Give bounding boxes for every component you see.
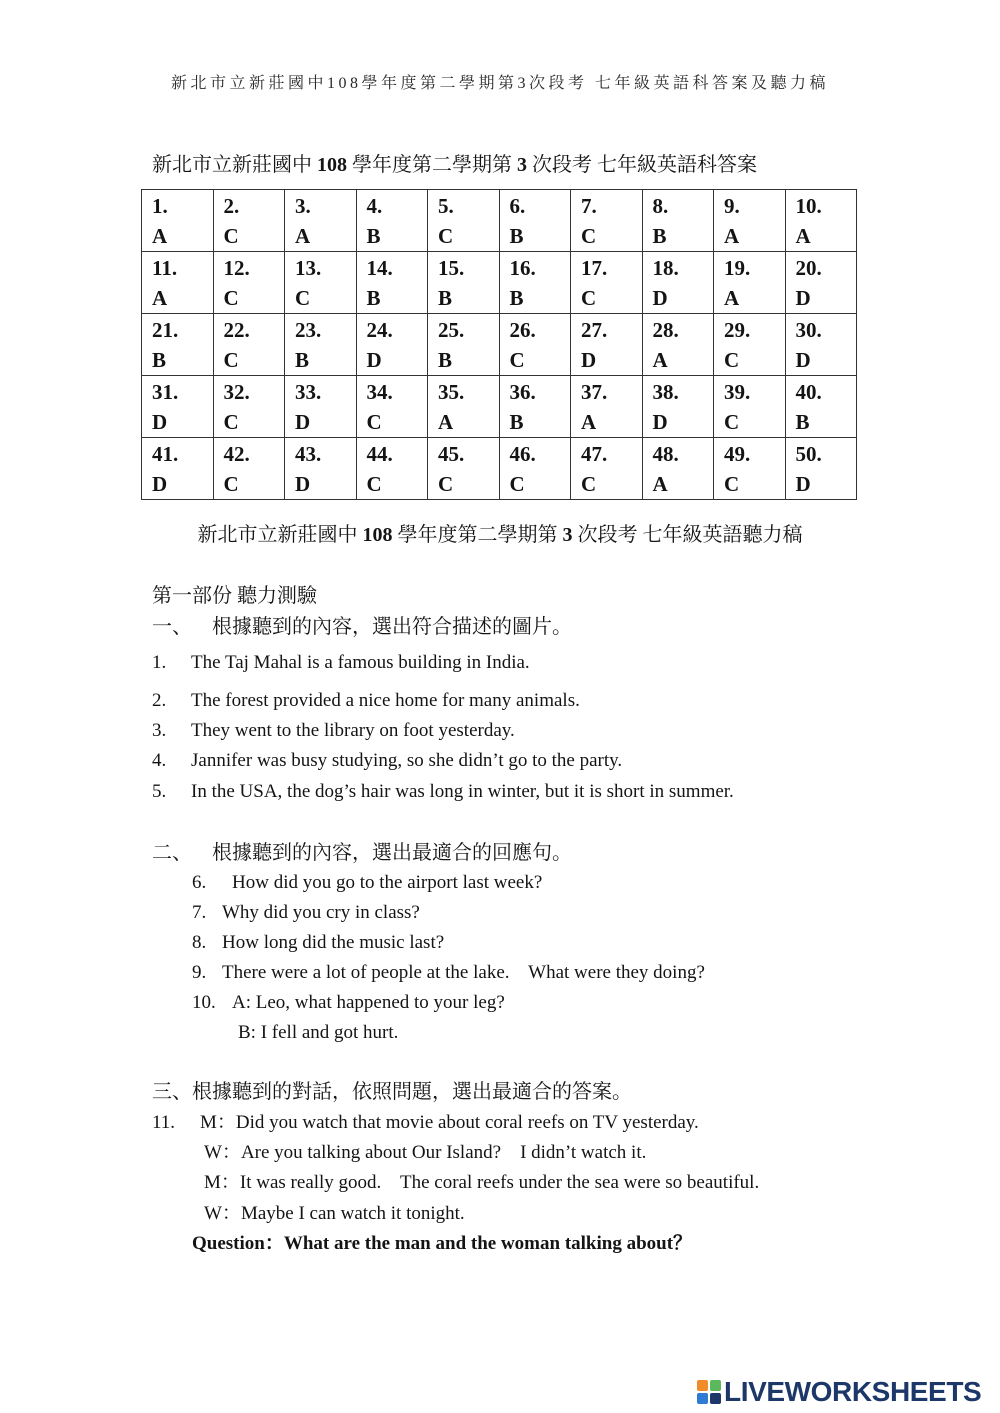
answer-letter: B [652, 224, 667, 248]
logo-block-icon [710, 1380, 721, 1391]
question-number: 10. [795, 194, 822, 218]
listening-item-10-reply [238, 1018, 398, 1048]
answer-cell [213, 376, 285, 438]
answer-letter: C [581, 286, 597, 310]
answer-letter: B [152, 348, 167, 372]
question-number: 50. [795, 442, 822, 466]
question-number: 5. [438, 194, 454, 218]
answer-cell [714, 438, 786, 500]
answer-row [142, 252, 857, 314]
answer-table-body [142, 190, 857, 500]
dialogue-line-4 [204, 1199, 465, 1229]
question-number: 48. [652, 442, 679, 466]
question-line [192, 1229, 692, 1259]
speaker: M： [204, 1172, 240, 1193]
title-subject: 次段考 七年級英語聽力稿 [572, 524, 803, 546]
answer-cell [714, 376, 786, 438]
item-number: 9. [192, 962, 207, 983]
liveworksheets-logo [697, 1376, 981, 1408]
answer-letter: C [438, 224, 454, 248]
answer-row [142, 314, 857, 376]
answer-cell [213, 252, 285, 314]
question-number: 39. [724, 380, 751, 404]
logo-block-icon [697, 1393, 708, 1404]
answer-letter: C [581, 224, 597, 248]
question-number: 8. [652, 194, 669, 218]
answer-cell [213, 438, 285, 500]
answer-cell [642, 376, 714, 438]
answer-letter: D [295, 472, 311, 496]
answer-row [142, 190, 857, 252]
answer-letter: A [295, 224, 311, 248]
question-number: 29. [724, 318, 751, 342]
answer-cell [571, 252, 643, 314]
answer-letter: A [652, 348, 668, 372]
question-number: 34. [366, 380, 393, 404]
answer-cell [285, 314, 357, 376]
answer-letter: B [509, 286, 524, 310]
answer-cell [571, 190, 643, 252]
question-number: 40. [795, 380, 822, 404]
item-number: 10. [192, 992, 216, 1013]
question-number: 16. [509, 256, 536, 280]
question-number: 32. [223, 380, 250, 404]
listening-item-3 [152, 716, 515, 746]
answer-cell [142, 438, 214, 500]
section-marker: 一、 [152, 616, 192, 638]
answer-letter: C [223, 410, 239, 434]
question-number: 37. [581, 380, 608, 404]
question-number: 44. [366, 442, 393, 466]
section3-instruction [152, 1077, 632, 1107]
question-number: 28. [652, 318, 679, 342]
answer-letter: C [438, 472, 454, 496]
answer-letter: C [724, 410, 740, 434]
answer-key-title [152, 150, 757, 180]
answer-cell [285, 252, 357, 314]
answer-cell [571, 376, 643, 438]
answer-cell [571, 314, 643, 376]
question-number: 31. [152, 380, 179, 404]
answer-letter: A [152, 286, 168, 310]
answer-letter: C [223, 224, 239, 248]
answer-letter: B [366, 286, 381, 310]
answer-letter: D [152, 472, 168, 496]
question-number: 49. [724, 442, 751, 466]
dialogue-text: Did you watch that movie about coral reefs on TV yesterday. [235, 1112, 699, 1133]
dialogue-line-2 [204, 1138, 646, 1168]
answer-letter: C [366, 472, 382, 496]
listening-item-5 [152, 777, 734, 807]
page-header-text: 新北市立新莊國中108學年度第二學期第3次段考 七年級英語科答案及聽力稿 [170, 75, 829, 92]
answer-cell [642, 252, 714, 314]
answer-cell [285, 190, 357, 252]
logo-block-icon [710, 1393, 721, 1404]
answer-letter: B [295, 348, 310, 372]
speaker: W： [204, 1203, 241, 1224]
listening-item-9 [192, 958, 705, 988]
title-exam-number: 3 [517, 154, 527, 176]
answer-letter: C [223, 472, 239, 496]
question-number: 33. [295, 380, 322, 404]
question-number: 7. [581, 194, 597, 218]
answer-cell [714, 252, 786, 314]
dialogue-line-3 [204, 1168, 759, 1198]
answer-letter: D [581, 348, 597, 372]
answer-cell [428, 314, 500, 376]
answer-cell [785, 376, 857, 438]
section1-instruction [152, 612, 572, 642]
answer-letter: A [581, 410, 597, 434]
question-number: 2. [223, 194, 240, 218]
part-title-text: 第一部份 聽力測驗 [152, 585, 317, 607]
answer-letter: A [724, 286, 740, 310]
item-number: 4. [152, 750, 167, 771]
listening-item-10 [192, 988, 505, 1018]
question-number: 38. [652, 380, 679, 404]
question-number: 12. [223, 256, 250, 280]
question-number: 45. [438, 442, 465, 466]
title-year: 108 [317, 154, 347, 176]
answer-cell [642, 438, 714, 500]
question-number: 3. [295, 194, 311, 218]
item-text: Why did you cry in class? [222, 902, 420, 923]
answer-letter: B [366, 224, 381, 248]
question-number: 20. [795, 256, 822, 280]
question-number: 25. [438, 318, 465, 342]
answer-cell [785, 252, 857, 314]
section-instruction-text: 根據聽到的內容，選出符合描述的圖片。 [212, 616, 572, 638]
item-number: 6. [192, 872, 207, 893]
speaker: M： [200, 1112, 236, 1133]
logo-text: LIVEWORKSHEETS [724, 1376, 982, 1407]
item-text: There were a lot of people at the lake. What were they doing? [222, 962, 705, 983]
item-text: How long did the music last? [222, 932, 445, 953]
answer-cell [785, 190, 857, 252]
item-number: 2. [152, 690, 167, 711]
question-number: 13. [295, 256, 322, 280]
question-number: 11. [152, 256, 178, 280]
question-number: 14. [366, 256, 393, 280]
answer-cell [356, 376, 428, 438]
answer-letter: D [295, 410, 311, 434]
title-year: 108 [362, 524, 393, 546]
answer-letter: C [509, 348, 525, 372]
listening-item-7 [192, 898, 420, 928]
question-number: 42. [223, 442, 250, 466]
question-number: 43. [295, 442, 322, 466]
listening-script-title [0, 520, 1000, 550]
question-number: 22. [223, 318, 250, 342]
answer-letter: C [724, 348, 740, 372]
section-marker: 二、 [152, 842, 192, 864]
answer-letter: D [795, 348, 811, 372]
section-instruction-text: 根據聽到的內容，選出最適合的回應句。 [212, 842, 572, 864]
answer-cell [499, 438, 571, 500]
dialogue-text: Are you talking about Our Island? I didn’t watch it. [240, 1142, 647, 1163]
answer-cell [428, 190, 500, 252]
title-school: 新北市立新莊國中 [152, 154, 317, 176]
dialogue-line-b: B: I fell and got hurt. [238, 1022, 399, 1043]
answer-cell [285, 438, 357, 500]
answer-cell [428, 438, 500, 500]
answer-cell [142, 376, 214, 438]
answer-cell [642, 190, 714, 252]
question-number: 41. [152, 442, 179, 466]
answer-letter: C [223, 286, 239, 310]
item-number: 3. [152, 720, 167, 741]
question-number: 26. [509, 318, 536, 342]
answer-letter: D [652, 410, 668, 434]
listening-item-4 [152, 746, 622, 776]
title-school: 新北市立新莊國中 [197, 524, 363, 546]
answer-letter: B [509, 410, 524, 434]
item-text: How did you go to the airport last week? [232, 872, 543, 893]
answer-letter: D [795, 286, 811, 310]
answer-cell [499, 190, 571, 252]
answer-cell [213, 190, 285, 252]
answer-letter: C [295, 286, 311, 310]
answer-cell [285, 376, 357, 438]
question-number: 4. [366, 194, 383, 218]
answer-cell [213, 314, 285, 376]
answer-letter: A [724, 224, 740, 248]
answer-cell [356, 252, 428, 314]
item-text: In the USA, the dog’s hair was long in winter, but it is short in summer. [191, 781, 734, 802]
question-number: 19. [724, 256, 751, 280]
speaker: W： [204, 1142, 241, 1163]
question-number: 47. [581, 442, 608, 466]
item-text: The forest provided a nice home for many animals. [191, 690, 580, 711]
listening-item-1 [152, 648, 530, 678]
answer-cell [142, 190, 214, 252]
answer-cell [714, 314, 786, 376]
question-number: 21. [152, 318, 179, 342]
section-instruction-text: 根據聽到的對話，依照問題，選出最適合的答案。 [192, 1081, 632, 1103]
answer-cell [785, 314, 857, 376]
question-text: What are the man and the woman talking about？ [283, 1233, 693, 1254]
title-subject: 次段考 七年級英語科答案 [527, 154, 757, 176]
title-term: 學年度第二學期第 [347, 154, 517, 176]
item-text: They went to the library on foot yesterday. [191, 720, 515, 741]
question-number: 27. [581, 318, 608, 342]
answer-letter: C [724, 472, 740, 496]
listening-item-2 [152, 686, 580, 716]
question-number: 46. [509, 442, 536, 466]
question-number: 24. [366, 318, 393, 342]
answer-letter: D [652, 286, 668, 310]
question-number: 36. [509, 380, 536, 404]
item-number: 7. [192, 902, 207, 923]
question-number: 23. [295, 318, 322, 342]
answer-cell [499, 252, 571, 314]
answer-cell [142, 252, 214, 314]
answer-letter: A [438, 410, 454, 434]
question-number: 15. [438, 256, 465, 280]
answer-letter: B [795, 410, 810, 434]
answer-letter: C [223, 348, 239, 372]
question-number: 1. [152, 194, 168, 218]
item-number: 8. [192, 932, 207, 953]
item-number: 1. [152, 652, 167, 673]
answer-cell [785, 438, 857, 500]
page-header [0, 69, 1000, 99]
answer-letter: B [438, 286, 453, 310]
answer-cell [356, 190, 428, 252]
listening-item-6 [192, 868, 542, 898]
question-number: 9. [724, 194, 740, 218]
answer-cell [428, 252, 500, 314]
answer-letter: D [366, 348, 382, 372]
title-exam-number: 3 [562, 524, 573, 546]
answer-cell [642, 314, 714, 376]
answer-table [141, 189, 857, 500]
logo-icon [697, 1380, 721, 1404]
title-term: 學年度第二學期第 [392, 524, 563, 546]
answer-cell [499, 376, 571, 438]
answer-cell [714, 190, 786, 252]
section-marker: 三、 [152, 1081, 192, 1103]
answer-letter: D [152, 410, 168, 434]
answer-cell [142, 314, 214, 376]
answer-letter: C [366, 410, 382, 434]
answer-letter: B [509, 224, 524, 248]
answer-letter: A [152, 224, 168, 248]
listening-item-8 [192, 928, 444, 958]
question-number: 17. [581, 256, 608, 280]
dialogue-text: It was really good. The coral reefs under the sea were so beautiful. [239, 1172, 760, 1193]
answer-cell [499, 314, 571, 376]
item-text: The Taj Mahal is a famous building in India. [191, 652, 530, 673]
answer-cell [428, 376, 500, 438]
answer-letter: A [652, 472, 668, 496]
dialogue-text: Maybe I can watch it tonight. [240, 1203, 465, 1224]
answer-cell [571, 438, 643, 500]
item-number: 5. [152, 781, 167, 802]
part-title [152, 581, 317, 611]
item-text: Jannifer was busy studying, so she didn’t go to the party. [191, 750, 623, 771]
answer-letter: B [438, 348, 453, 372]
answer-row [142, 376, 857, 438]
question-number: 18. [652, 256, 679, 280]
answer-letter: C [581, 472, 597, 496]
question-label: Question： [192, 1233, 284, 1254]
answer-letter: C [509, 472, 525, 496]
answer-letter: A [795, 224, 811, 248]
dialogue-line-1 [152, 1108, 699, 1138]
question-number: 35. [438, 380, 465, 404]
dialogue-line-a: A: Leo, what happened to your leg? [232, 992, 505, 1013]
answer-cell [356, 438, 428, 500]
logo-block-icon [697, 1380, 708, 1391]
question-number: 6. [509, 194, 526, 218]
answer-letter: D [795, 472, 811, 496]
answer-cell [356, 314, 428, 376]
question-number: 30. [795, 318, 822, 342]
section2-instruction [152, 838, 572, 868]
answer-row [142, 438, 857, 500]
item-number: 11. [152, 1112, 176, 1133]
